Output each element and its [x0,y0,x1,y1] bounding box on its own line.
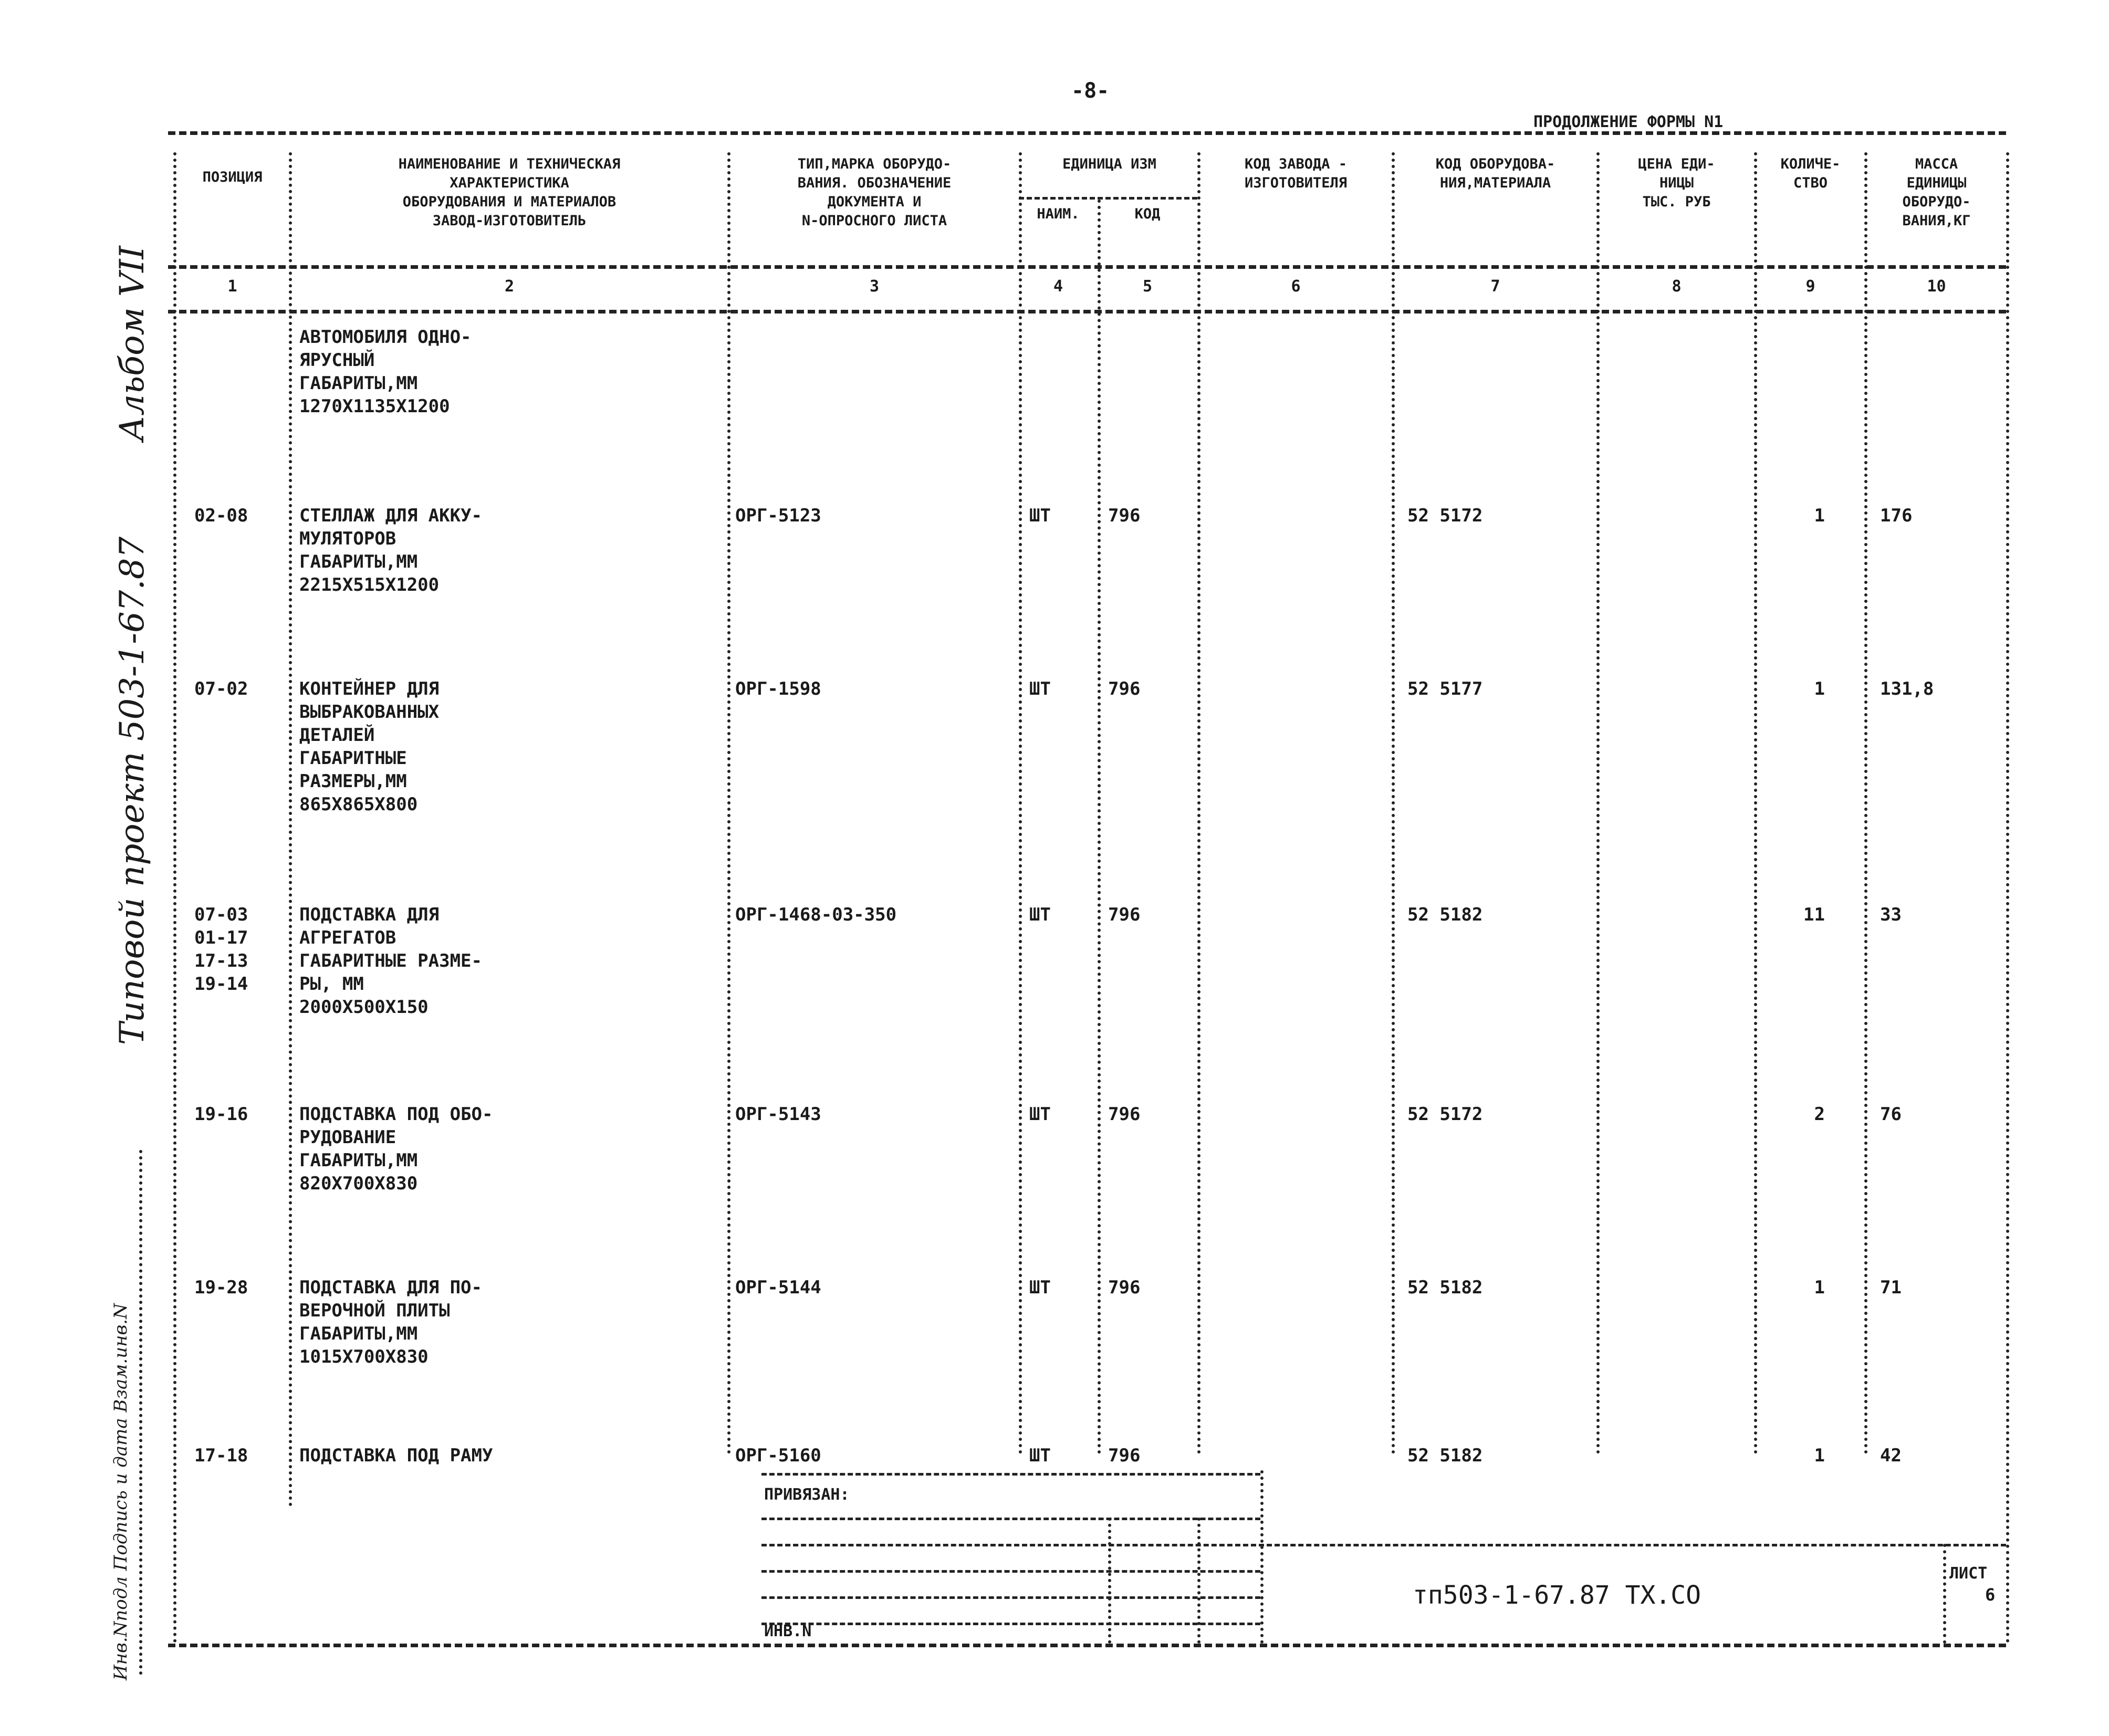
row-position: 07-03 01-17 17-13 19-14 [194,904,248,995]
row-name: ПОДСТАВКА ДЛЯ ПО- ВЕРОЧНОЙ ПЛИТЫ ГАБАРИТЫ,ММ 1015X700X830 [299,1277,482,1367]
table-top-rule [168,131,2006,135]
column-number: 5 [1142,277,1153,296]
bound-label: ПРИВЯЗАН: [764,1486,850,1504]
row-unit-code: 796 [1108,1104,1141,1125]
column-number: 9 [1805,277,1815,296]
col-sep [173,152,176,1644]
header-unit-code: КОД [1134,206,1161,222]
header-position: ПОЗИЦИЯ [202,169,263,185]
header-plant-code: КОД ЗАВОДА - ИЗГОТОВИТЕЛЯ [1244,156,1348,191]
row-equipment-code: 52 5182 [1407,904,1483,925]
stamp-fields-label: Инв.Nподл Подпись и дата Взам.инв.N [110,1303,131,1680]
stamp-divider [139,1150,142,1675]
row-unit: ШТ [1029,904,1051,925]
row-unit-code: 796 [1108,1445,1141,1466]
colnum-bottom-rule [168,310,2006,313]
row-quantity: 11 [1803,904,1825,925]
row-equipment-code: 52 5182 [1407,1277,1483,1298]
table-bottom-rule [168,1644,2006,1647]
row-position: 19-28 [194,1277,248,1298]
row-unit: ШТ [1029,1277,1051,1298]
col-sep [1197,152,1200,1455]
row-quantity: 1 [1814,1277,1825,1298]
header-quantity: КОЛИЧЕ- СТВО [1780,156,1841,191]
row-unit-code: 796 [1108,678,1141,699]
row-mass: 76 [1880,1104,1902,1125]
column-number: 6 [1291,277,1301,296]
stamp-col [1108,1518,1111,1644]
stamp-col [1943,1544,1946,1644]
header-name: НАИМЕНОВАНИЕ И ТЕХНИЧЕСКАЯ ХАРАКТЕРИСТИКА ОБОРУДОВАНИЯ И МАТЕРИАЛОВ ЗАВОД-ИЗГОТОВИТЕЛЬ [398,156,621,229]
album-label: Альбом VII [113,246,152,441]
sheet-number: 6 [1985,1585,1996,1605]
header-type: ТИП,МАРКА ОБОРУДО- ВАНИЯ. ОБОЗНАЧЕНИЕ ДОКУМЕНТА И N-ОПРОСНОГО ЛИСТА [797,156,952,229]
column-number: 4 [1053,277,1063,296]
stamp-col [1260,1470,1264,1644]
row-type: ОРГ-1468-03-350 [735,904,897,925]
header-bottom-rule [168,265,2006,269]
header-price: ЦЕНА ЕДИ- НИЦЫ ТЫС. РУБ [1638,156,1715,210]
column-number: 3 [869,277,880,296]
inv-label: ИНВ.N [764,1622,812,1640]
col-sep [1864,152,1867,1455]
row-type: ОРГ-5160 [735,1445,821,1466]
col-sep [2006,152,2009,1644]
row-name: ПОДСТАВКА ПОД ОБО- РУДОВАНИЕ ГАБАРИТЫ,ММ 820X700X830 [299,1104,493,1194]
stamp-rule [761,1473,1260,1476]
header-unit: ЕДИНИЦА ИЗМ [1062,156,1156,172]
col-sep [727,152,730,1455]
row-unit-code: 796 [1108,904,1141,925]
stamp-rule [761,1596,1260,1599]
column-number: 10 [1927,277,1946,296]
row-type: ОРГ-1598 [735,678,821,699]
row-unit: ШТ [1029,1445,1051,1466]
row-position: 07-02 [194,678,248,699]
header-mass: МАССА ЕДИНИЦЫ ОБОРУДО- ВАНИЯ,КГ [1902,156,1971,229]
row-name: КОНТЕЙНЕР ДЛЯ ВЫБРАКОВАННЫХ ДЕТАЛЕЙ ГАБАРИТНЫЕ РАЗМЕРЫ,ММ 865X865X800 [299,678,440,815]
col-sep [1019,152,1022,1455]
col-sep [1754,152,1757,1455]
unit-subheader-rule [1019,197,1197,200]
col-sep [1392,152,1395,1455]
row-equipment-code: 52 5172 [1407,1104,1483,1125]
row-type: ОРГ-5144 [735,1277,821,1298]
page-number: -8- [1071,79,1110,103]
row-equipment-code: 52 5177 [1407,678,1483,699]
row-unit-code: 796 [1108,1277,1141,1298]
row-name: ПОДСТАВКА ПОД РАМУ [299,1445,493,1466]
column-number: 1 [227,277,237,296]
row-mass: 131,8 [1880,678,1934,699]
row-unit: ШТ [1029,505,1051,526]
stamp-rule [761,1544,2006,1546]
col-sep [289,152,292,1507]
row-unit-code: 796 [1108,505,1141,526]
sheet-label: ЛИСТ [1949,1564,1988,1583]
row-position: 02-08 [194,505,248,526]
stamp-rule [761,1518,1260,1520]
col-sep [1098,200,1101,1455]
row-position: 17-18 [194,1445,248,1466]
row-mass: 176 [1880,505,1913,526]
document-code: тп503-1-67.87 ТХ.СО [1413,1581,1701,1610]
header-equipment-code: КОД ОБОРУДОВА- НИЯ,МАТЕРИАЛА [1435,156,1555,191]
col-sep [1596,152,1600,1455]
stamp-rule [761,1623,1260,1625]
column-number: 8 [1672,277,1682,296]
row-mass: 42 [1880,1445,1902,1466]
row-unit: ШТ [1029,1104,1051,1125]
row-mass: 71 [1880,1277,1902,1298]
column-number: 7 [1490,277,1500,296]
row-type: ОРГ-5143 [735,1104,821,1125]
stamp-col [1197,1518,1200,1644]
continuation-note: ПРОДОЛЖЕНИЕ ФОРМЫ N1 [1533,113,1724,131]
row-equipment-code: 52 5182 [1407,1445,1483,1466]
column-number: 2 [504,277,515,296]
row-unit: ШТ [1029,678,1051,699]
row-name: СТЕЛЛАЖ ДЛЯ АККУ- МУЛЯТОРОВ ГАБАРИТЫ,ММ 2215X515X1200 [299,505,482,595]
row-position: 19-16 [194,1104,248,1125]
stamp-rule [761,1570,1260,1573]
row-equipment-code: 52 5172 [1407,505,1483,526]
row-quantity: 2 [1814,1104,1825,1125]
row-name: ПОДСТАВКА ДЛЯ АГРЕГАТОВ ГАБАРИТНЫЕ РАЗМЕ- РЫ, ММ 2000X500X150 [299,904,482,1018]
row-name: АВТОМОБИЛЯ ОДНО- ЯРУСНЫЙ ГАБАРИТЫ,ММ 1270X1135X1200 [299,327,472,417]
row-quantity: 1 [1814,678,1825,699]
header-unit-name: НАИМ. [1037,206,1080,222]
row-quantity: 1 [1814,1445,1825,1466]
row-type: ОРГ-5123 [735,505,821,526]
row-mass: 33 [1880,904,1902,925]
row-quantity: 1 [1814,505,1825,526]
project-label: Типовой проект 503-1-67.87 [113,536,152,1045]
